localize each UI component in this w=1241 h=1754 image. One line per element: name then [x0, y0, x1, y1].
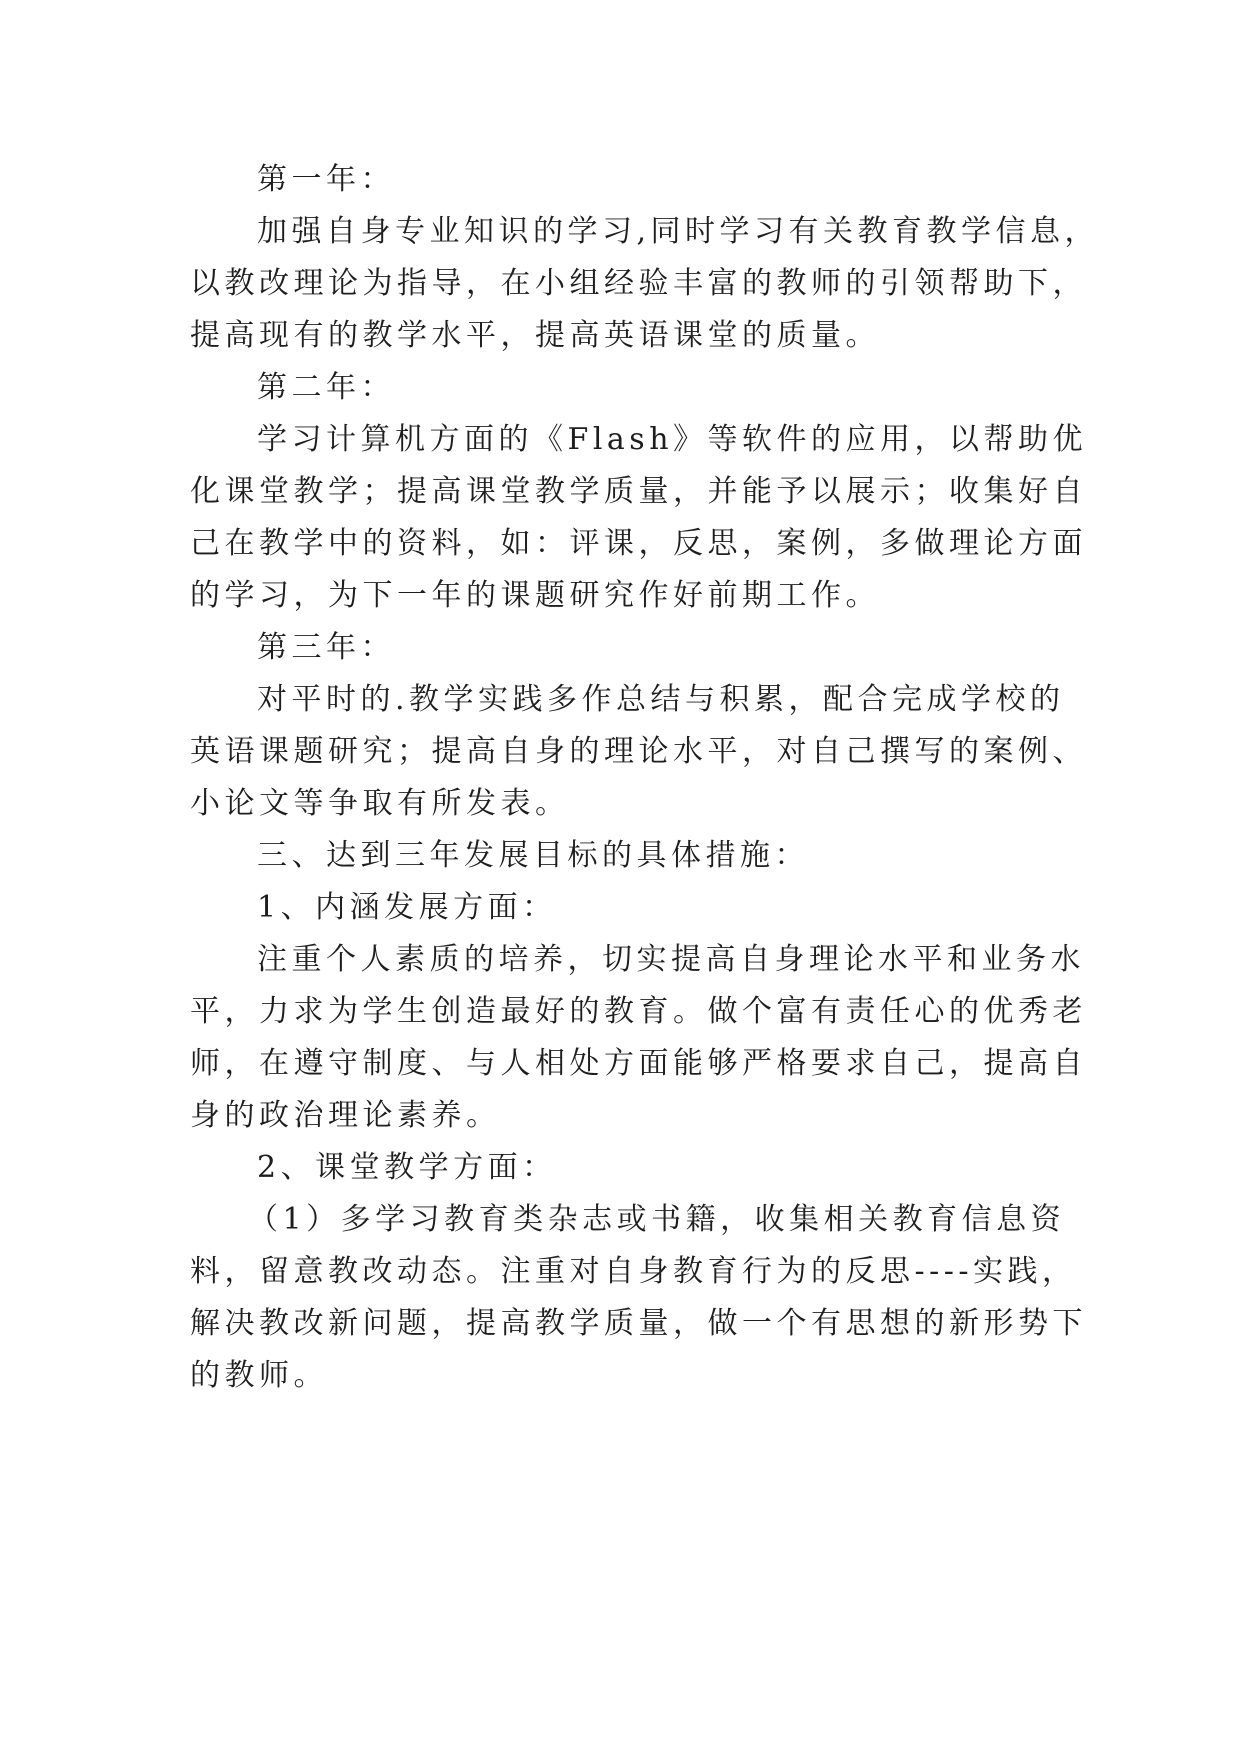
paragraph-line: 化课堂教学；提高课堂教学质量，并能予以展示；收集好自	[190, 474, 1087, 509]
subheading-classroom: 2、课堂教学方面：	[257, 1150, 557, 1185]
paragraph-line: 小论文等争取有所发表。	[190, 786, 570, 821]
section-heading-measures: 三、达到三年发展目标的具体措施：	[257, 838, 809, 873]
heading-year-two: 第二年：	[257, 370, 395, 405]
paragraph-line: 己在教学中的资料，如：评课，反思，案例，多做理论方面	[190, 526, 1087, 561]
paragraph-line: 以教改理论为指导，在小组经验丰富的教师的引领帮助下，	[190, 266, 1087, 301]
heading-year-three: 第三年：	[257, 630, 395, 665]
paragraph-line: 平，力求为学生创造最好的教育。做个富有责任心的优秀老	[190, 994, 1087, 1029]
paragraph-line: 的教师。	[190, 1358, 328, 1393]
paragraph-line: 身的政治理论素养。	[190, 1098, 501, 1133]
paragraph-line: 解决教改新问题，提高教学质量，做一个有思想的新形势下	[190, 1306, 1087, 1341]
subheading-connotation: 1、内涵发展方面：	[257, 890, 557, 925]
paragraph-line: 料，留意教改动态。注重对自身教育行为的反思----实践，	[190, 1254, 1077, 1289]
paragraph-line: 对平时的.教学实践多作总结与积累，配合完成学校的	[257, 682, 1065, 717]
paragraph-line: 英语课题研究；提高自身的理论水平，对自己撰写的案例、	[190, 734, 1087, 769]
paragraph-line: （1）多学习教育类杂志或书籍，收集相关教育信息资	[248, 1202, 1066, 1237]
paragraph-line: 的学习，为下一年的课题研究作好前期工作。	[190, 578, 880, 613]
paragraph-line: 学习计算机方面的《Flash》等软件的应用，以帮助优	[257, 422, 1088, 457]
paragraph-line: 提高现有的教学水平，提高英语课堂的质量。	[190, 318, 880, 353]
paragraph-line: 师，在遵守制度、与人相处方面能够严格要求自己，提高自	[190, 1046, 1087, 1081]
paragraph-line: 注重个人素质的培养，切实提高自身理论水平和业务水	[257, 942, 1085, 977]
paragraph-line: 加强自身专业知识的学习,同时学习有关教育教学信息，	[257, 214, 1100, 249]
heading-year-one: 第一年：	[257, 162, 395, 197]
